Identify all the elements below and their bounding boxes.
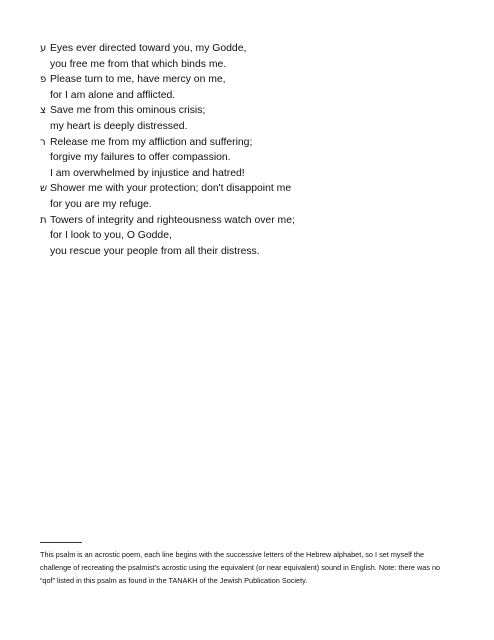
poem-line-text: you free me from that which binds me.	[50, 58, 227, 70]
poem-line	[40, 213, 480, 229]
poem-line	[40, 72, 480, 88]
poem-line	[40, 88, 480, 104]
poem-line-text: Eyes ever directed toward you, my Godde,	[50, 43, 247, 54]
hebrew-letter-resh: ר	[40, 136, 46, 148]
poem-line	[40, 228, 480, 244]
poem-line-text: Release me from my affliction and suffering;	[50, 136, 253, 148]
poem-line	[40, 150, 480, 166]
poem-line-text: Save me from this ominous crisis;	[50, 105, 206, 117]
poem-line-text: I am overwhelmed by injustice and hatred!	[50, 167, 245, 179]
poem-line	[40, 135, 480, 151]
poem-line-text: Please turn to me, have mercy on me,	[50, 74, 226, 86]
poem-line-text: you rescue your people from all their distress.	[50, 245, 260, 257]
poem-line-text: Shower me with your protection; don't disappoint me	[50, 183, 292, 195]
poem-line-text: forgive my failures to offer compassion.	[50, 152, 231, 164]
hebrew-letter-tsadi: צ	[40, 105, 46, 117]
poem-line-text: for you are my refuge.	[50, 198, 152, 210]
poem-line-text: my heart is deeply distressed.	[50, 120, 188, 132]
poem-line	[40, 181, 480, 197]
poem-line	[40, 244, 480, 260]
poem-line	[40, 166, 480, 182]
poem-line	[40, 103, 480, 119]
hebrew-letter-shin: ש	[40, 183, 48, 195]
poem-line-text: for I look to you, O Godde,	[50, 230, 172, 242]
poem-line-text: Towers of integrity and righteousness watch over me;	[50, 214, 295, 226]
footnote: This psalm is an acrostic poem, each line begins with the successive letters of the Hebrew alphabet, so I set myself the challenge of recreating the psalmist's acrostic using the equivalent (or near equivalent) sound in English. Note: there was no “qof” listed in this psalm as found in the TANAKH of the Jewish Publication Society.	[40, 550, 441, 585]
poem-line-text: for I am alone and afflicted.	[50, 89, 176, 101]
poem-line	[40, 197, 480, 213]
footnote-separator	[40, 542, 82, 543]
poem	[40, 41, 480, 259]
poem-line	[40, 41, 480, 57]
hebrew-letter-tav: ת	[40, 214, 47, 226]
poem-line	[40, 119, 480, 135]
hebrew-letter-ayin: ע	[40, 43, 47, 54]
hebrew-letter-pe: פ	[40, 74, 47, 86]
poem-line	[40, 57, 480, 73]
